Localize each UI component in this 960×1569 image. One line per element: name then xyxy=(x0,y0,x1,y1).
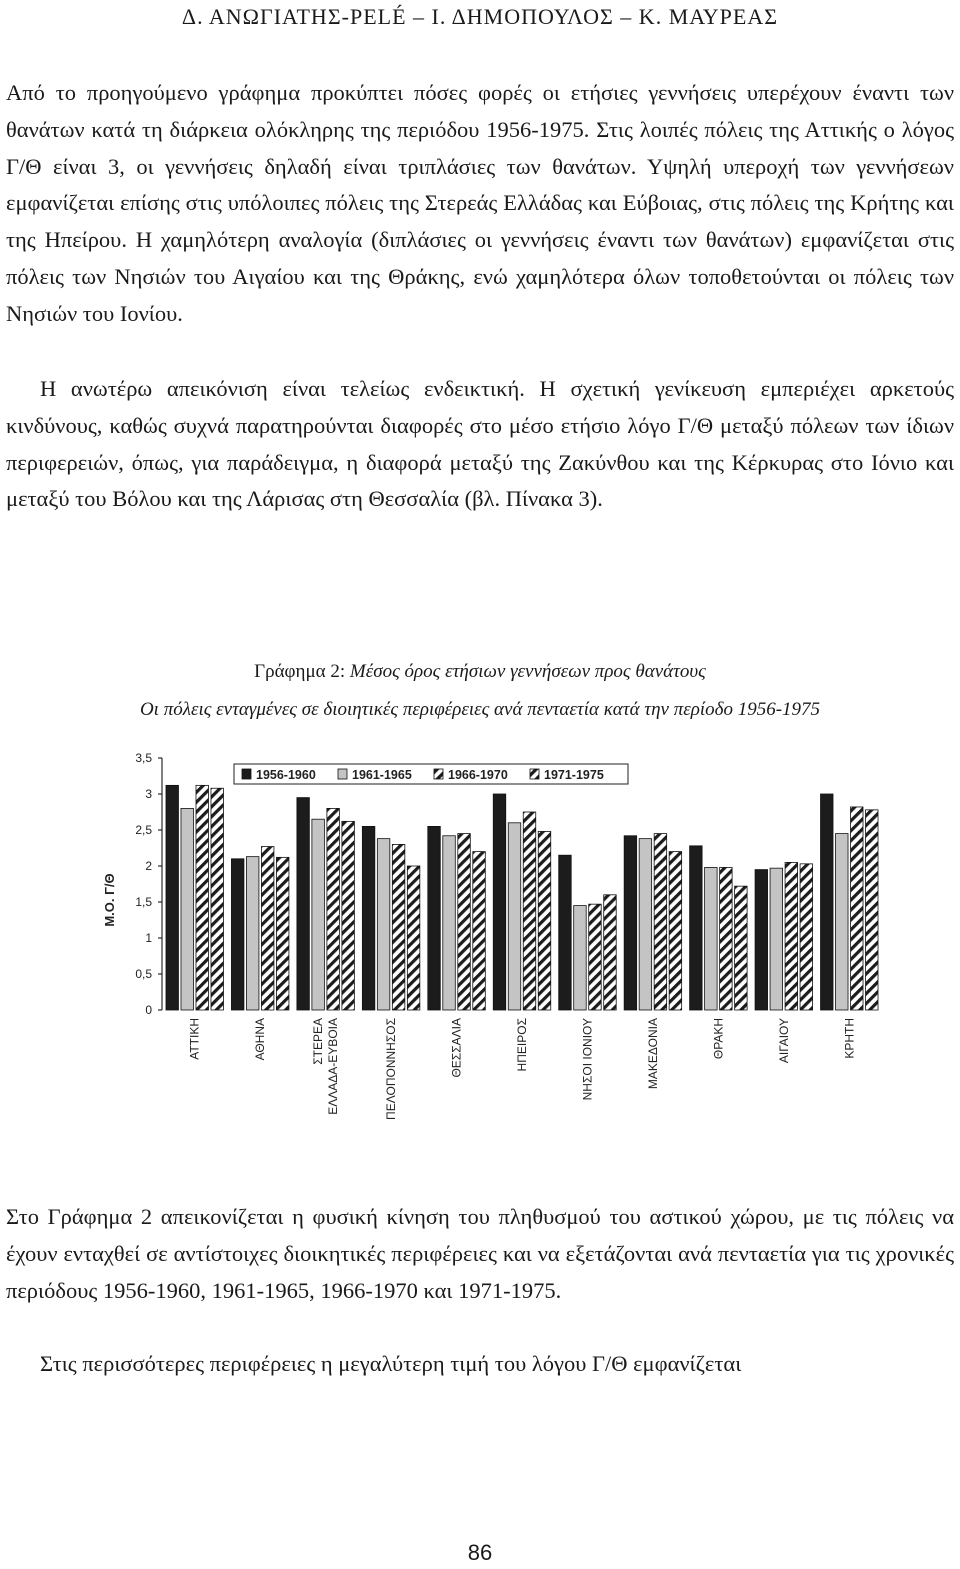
bar-1971-1975-1 xyxy=(276,857,289,1010)
legend-label-1971-1975: 1971-1975 xyxy=(544,768,604,782)
bar-1961-1965-2 xyxy=(312,819,325,1010)
bar-1961-1965-8 xyxy=(705,867,718,1010)
bar-1971-1975-4 xyxy=(473,852,486,1010)
bar-1966-1970-9 xyxy=(785,862,798,1010)
figure-caption xyxy=(0,661,960,683)
bar-1961-1965-5 xyxy=(508,823,521,1010)
legend-swatch-1961-1965 xyxy=(338,769,347,779)
bar-1956-1960-2 xyxy=(297,798,310,1010)
bar-1956-1960-7 xyxy=(624,836,637,1010)
y-tick-label: 2 xyxy=(145,859,152,873)
legend-swatch-1956-1960 xyxy=(242,769,251,779)
bar-1971-1975-6 xyxy=(604,895,617,1010)
bar-1971-1975-7 xyxy=(669,852,682,1010)
bar-1971-1975-0 xyxy=(211,788,224,1010)
x-tick-label: ΝΗΣΟΙ ΙΟΝΙΟΥ xyxy=(580,1018,595,1101)
bar-1971-1975-5 xyxy=(538,831,551,1010)
bar-1961-1965-1 xyxy=(246,857,259,1010)
legend-label-1966-1970: 1966-1970 xyxy=(448,768,508,782)
legend-swatch-1971-1975 xyxy=(530,769,539,779)
y-tick-label: 1,5 xyxy=(135,895,152,909)
y-tick-label: 1 xyxy=(145,931,152,945)
x-tick-label: ΑΙΓΑΙΟΥ xyxy=(776,1018,791,1064)
bar-1961-1965-4 xyxy=(443,836,456,1010)
bar-1966-1970-7 xyxy=(654,834,667,1010)
y-axis-title: Μ.Ο. Γ/Θ xyxy=(102,873,117,927)
x-tick-label: ΘΕΣΣΑΛΙΑ xyxy=(449,1018,464,1078)
bar-1966-1970-6 xyxy=(589,904,602,1010)
y-tick-label: 0,5 xyxy=(135,967,152,981)
bar-1956-1960-6 xyxy=(559,855,572,1010)
y-tick-label: 3 xyxy=(145,787,152,801)
y-tick-label: 2,5 xyxy=(135,823,152,837)
x-tick-label: ΣΤΕΡΕΑ xyxy=(311,1018,326,1065)
legend-swatch-1966-1970 xyxy=(434,769,443,779)
paragraph-1: Από το προηγούμενο γράφημα προκύπτει πόσες φορές οι ετήσιες γεννήσεις υπερέχουν έναντι των θανάτων κατά τη διάρκεια ολόκληρης της περιόδου 1956-1975. Στις λοιπές πόλεις της Αττικής ο λόγος Γ/Θ είναι 3, οι γεννήσεις δηλαδή είναι τριπλάσιες των θανάτων. Υψηλή υπεροχή των γεννήσεων εμφανίζεται επίσης στις υπόλοιπες πόλεις της Στερεάς Ελλάδας και Εύβοιας, στις πόλεις της Κρήτης και της Ηπείρου. Η χαμηλότερη αναλογία (διπλάσιες οι γεννήσεις έναντι των θανάτων) εμφανίζεται στις πόλεις των Νησιών του Αιγαίου και της Θράκης, ενώ χαμηλότερα όλων τοποθετούνται οι πόλεις των Νησιών του Ιονίου. xyxy=(6,80,954,326)
bar-1971-1975-10 xyxy=(866,810,879,1010)
paragraph-3: Στο Γράφημα 2 απεικονίζεται η φυσική κίνηση του πληθυσμού του αστικού χώρου, με τις πόλεις να έχουν ενταχθεί σε αντίστοιχες διοικητικές περιφέρειες και να εξετάζονται ανά πενταετία για τις χρονικές περιόδους 1956-1960, 1961-1965, 1966-1970 και 1971-1975. xyxy=(6,1204,954,1303)
paragraph-2: Η ανωτέρω απεικόνιση είναι τελείως ενδεικτική. Η σχετική γενίκευση εμπεριέχει αρκετούς κινδύνους, καθώς συχνά παρατηρούνται διαφορές στο μέσο ετήσιο λόγο Γ/Θ μεταξύ πόλεων των ίδιων περιφερειών, όπως, για παράδειγμα, η διαφορά μεταξύ της Ζακύνθου και της Κέρκυρας στο Ιόνιο και μεταξύ του Βόλου και της Λάρισας στη Θεσσαλία (βλ. Πίνακα 3). xyxy=(6,376,954,512)
x-tick-label: ΑΤΤΙΚΗ xyxy=(187,1018,202,1060)
bar-1966-1970-2 xyxy=(327,808,340,1010)
x-tick-label: ΑΘΗΝΑ xyxy=(253,1018,268,1061)
bar-1966-1970-5 xyxy=(523,812,536,1010)
figure-label: Γράφημα 2: xyxy=(254,661,350,682)
legend-label-1961-1965: 1961-1965 xyxy=(352,768,412,782)
bar-1956-1960-0 xyxy=(166,785,179,1010)
bar-1961-1965-9 xyxy=(770,868,783,1010)
x-tick-label: ΕΛΛΑΔΑ-ΕΥΒΟΙΑ xyxy=(326,1018,341,1115)
paragraph-4: Στις περισσότερες περιφέρειες η μεγαλύτερη τιμή του λόγου Γ/Θ εμφανίζεται xyxy=(40,1351,742,1376)
bar-1956-1960-3 xyxy=(362,826,375,1010)
bar-1966-1970-0 xyxy=(196,785,209,1010)
bar-1966-1970-8 xyxy=(720,867,733,1010)
bar-1956-1960-4 xyxy=(428,826,441,1010)
x-tick-label: ΗΠΕΙΡΟΣ xyxy=(515,1018,529,1072)
figure-title: Μέσος όρος ετήσιων γεννήσεων προς θανάτους xyxy=(349,661,706,682)
bar-1956-1960-8 xyxy=(690,846,703,1010)
bar-1966-1970-10 xyxy=(851,807,864,1010)
bar-1961-1965-10 xyxy=(836,834,849,1010)
bar-1971-1975-9 xyxy=(800,864,813,1010)
x-tick-label: ΜΑΚΕΔΟΝΙΑ xyxy=(645,1018,660,1090)
y-tick-label: 0 xyxy=(145,1003,152,1017)
bar-1971-1975-2 xyxy=(342,821,355,1010)
bar-chart xyxy=(90,738,890,1158)
bar-1966-1970-1 xyxy=(261,847,274,1010)
x-tick-label: ΠΕΛΟΠΟΝΝΗΣΟΣ xyxy=(384,1018,399,1120)
x-tick-label: ΚΡΗΤΗ xyxy=(842,1018,857,1059)
figure-subtitle: Οι πόλεις ενταγμένες σε διοιητικές περιφέρειες ανά πενταετία κατά την περίοδο 1956-1975 xyxy=(139,699,821,720)
bar-1956-1960-10 xyxy=(821,794,834,1010)
x-tick-label: ΘΡΑΚΗ xyxy=(711,1018,726,1060)
bar-1966-1970-4 xyxy=(458,834,471,1010)
bar-1961-1965-0 xyxy=(181,808,194,1010)
bar-1956-1960-1 xyxy=(231,859,244,1010)
bar-1966-1970-3 xyxy=(392,844,405,1010)
bar-1956-1960-9 xyxy=(755,870,768,1010)
bar-chart-svg xyxy=(90,738,890,1158)
y-tick-label: 3,5 xyxy=(135,751,152,765)
bar-1961-1965-3 xyxy=(377,839,390,1010)
running-head: Δ. ΑΝΩΓΙΑΤΗΣ-PELÉ – Ι. ΔΗΜΟΠΟΥΛΟΣ – Κ. ΜΑΥΡΕΑΣ xyxy=(181,4,779,29)
legend-label-1956-1960: 1956-1960 xyxy=(256,768,316,782)
bar-1961-1965-6 xyxy=(574,906,587,1010)
bar-1971-1975-8 xyxy=(735,886,748,1010)
page-number: 86 xyxy=(467,1540,493,1565)
bar-1971-1975-3 xyxy=(407,866,420,1010)
bar-1961-1965-7 xyxy=(639,839,652,1010)
bar-1956-1960-5 xyxy=(493,794,506,1010)
